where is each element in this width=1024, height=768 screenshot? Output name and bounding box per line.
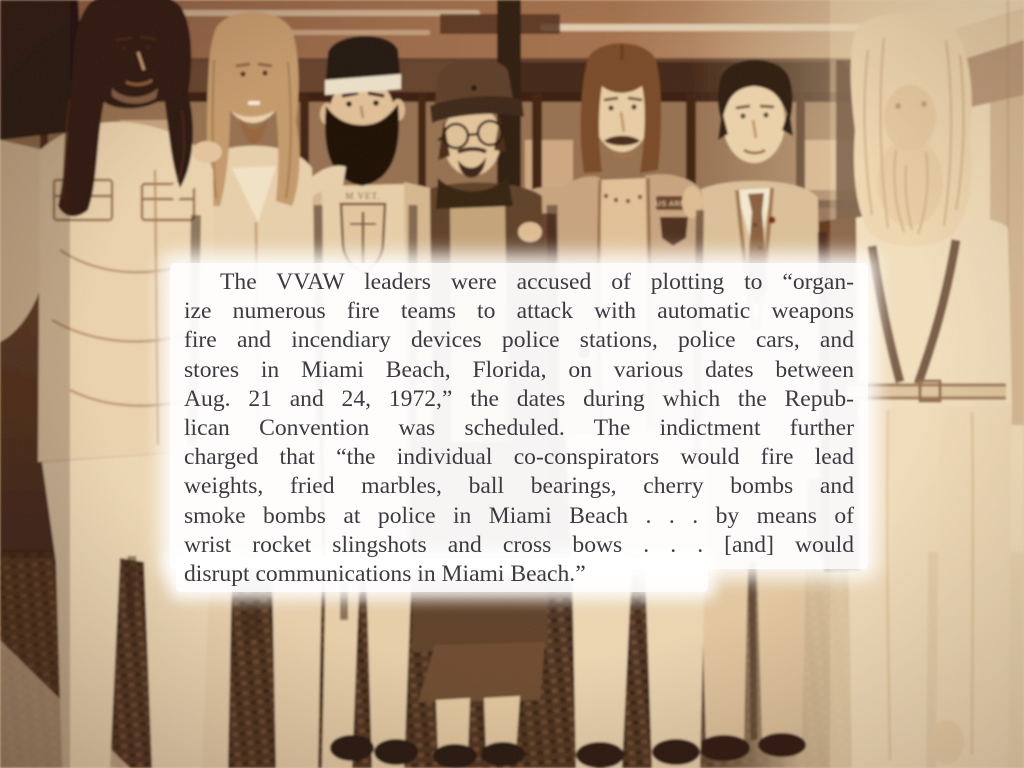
quote-line: wrist rocket slingshots and cross bows . . . [and] would xyxy=(184,531,854,558)
quote-line: lican Convention was scheduled. The indictment further xyxy=(184,415,854,442)
quote-line: ize numerous fire teams to attack with automatic weapons xyxy=(184,298,854,325)
quote-line: fire and incendiary devices police stations, police cars, and xyxy=(184,327,854,354)
quote-line: charged that “the individual co-conspirators would fire lead xyxy=(184,444,854,471)
quote-text-block xyxy=(184,268,854,589)
quote-line: The VVAW leaders were accused of plotting to “organ- xyxy=(220,269,854,295)
quote-line: weights, fried marbles, ball bearings, cherry bombs and xyxy=(184,473,854,500)
quote-line: disrupt communications in Miami Beach.” xyxy=(184,561,586,588)
quote-line: smoke bombs at police in Miami Beach . . . by means of xyxy=(184,502,854,529)
quote-line: stores in Miami Beach, Florida, on various dates between xyxy=(184,356,854,383)
quote-line: Aug. 21 and 24, 1972,” the dates during which the Repub- xyxy=(184,385,854,412)
